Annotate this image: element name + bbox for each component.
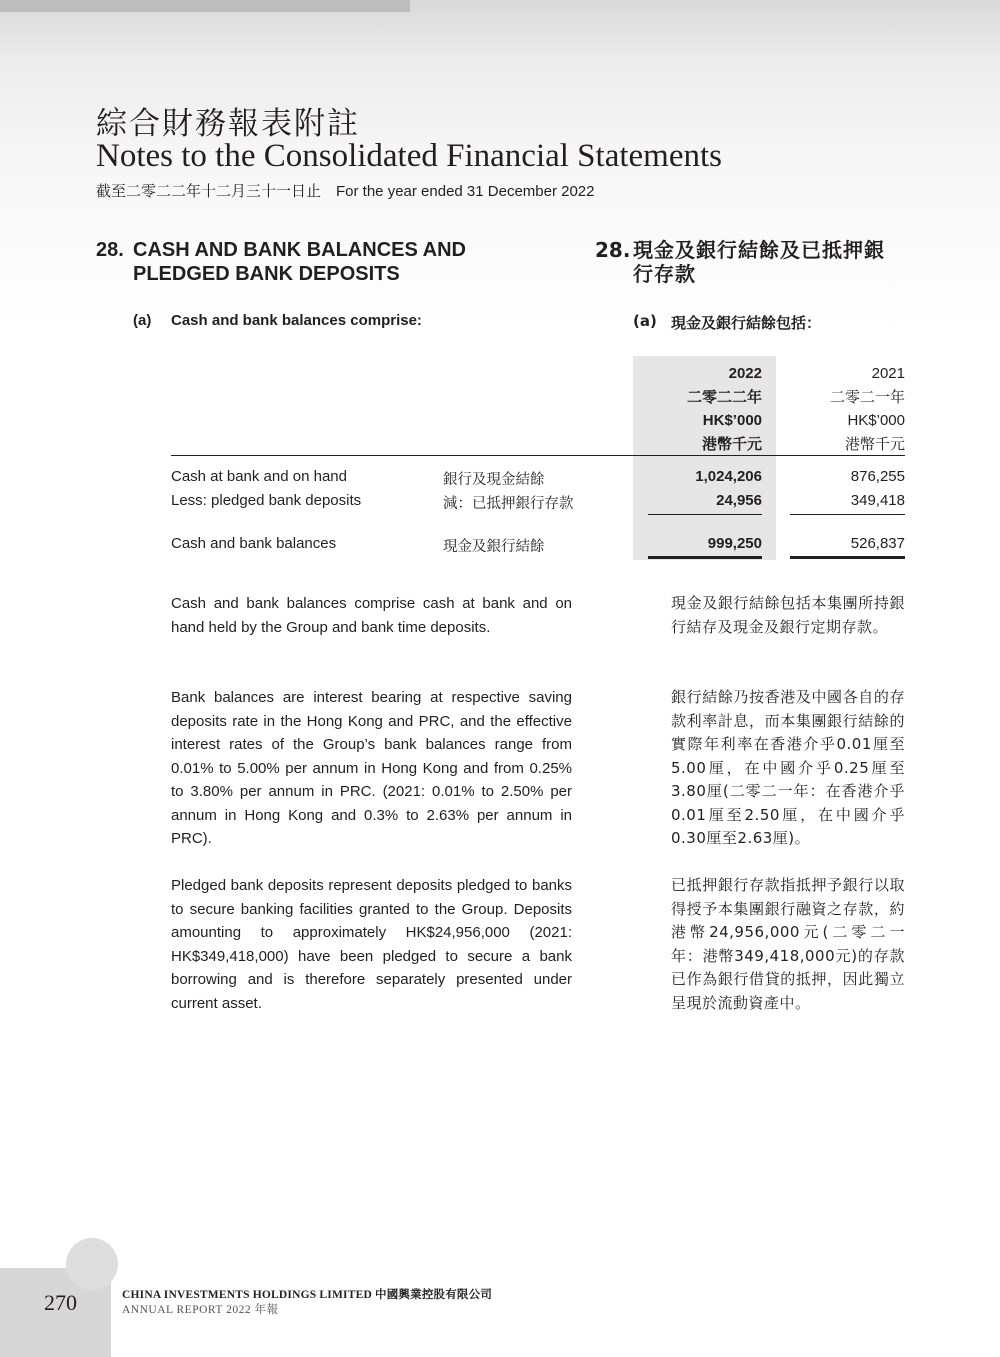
total-rule-2022 [648,556,762,559]
column-year-zh: 二零二一年 [829,388,905,406]
subsection-label: (a) [133,312,152,329]
paragraph-1-en: Cash and bank balances comprise cash at bank and on hand held by the Group and bank time deposits. [171,595,572,636]
paragraph-2-en: Bank balances are interest bearing at respective saving deposits rate in the Hong Kong and PRC, and the effective interest rates of the Group’s bank balances range from 0.01% to 5.00% per annum in Hong Kong and from 0.25% to 3.80% per annum in PRC. (2021: 0.01% to 2.50% per annum in Hong Kong and 0.3% to 2.63% per annum in PRC). [171,689,572,847]
column-unit: HK$’000 [847,412,905,429]
section-title-zh: 現金及銀行結餘及已抵押銀行存款 [633,238,885,286]
subsection-title-en: Cash and bank balances comprise: [171,312,422,329]
footer-company: CHINA INVESTMENTS HOLDINGS LIMITED 中國興業控股有限公司 [122,1289,493,1301]
page-subtitle: 截至二零二二年十二月三十一日止 For the year ended 31 December 2022 [96,183,595,200]
column-header-2021 [776,362,905,456]
row-value-2021: 876,255 [850,468,905,485]
subsection-label-zh: (a) [633,312,657,330]
row-label-en: Less: pledged bank deposits [171,492,362,509]
row-label-en: Cash at bank and on hand [171,468,347,485]
paragraph-3-en: Pledged bank deposits represent deposits pledged to banks to secure banking facilities granted to the Group. Deposits amounting to approximately HK$24,956,000 (2021: HK$349,418,000) have been pledged to secure a bank borrowing and is therefore separately presented under current asset. [171,877,572,1012]
column-unit-zh: 港幣千元 [844,435,905,453]
section-number-zh: 28. [595,238,631,262]
column-unit: HK$’000 [702,412,762,429]
row-label-zh: 銀行及現金結餘 [443,472,545,488]
page-title-en: Notes to the Consolidated Financial Statements [96,138,722,174]
column-header-2022 [633,362,762,456]
column-unit-zh: 港幣千元 [701,435,762,453]
column-year-zh: 二零二二年 [686,388,762,406]
row-value-2022: 24,956 [716,492,762,509]
row-value-2022: 999,250 [707,535,762,552]
subtotal-rule-2022 [648,514,762,515]
row-value-2021: 526,837 [850,535,905,552]
row-label-zh: 現金及銀行結餘 [443,539,545,555]
subtotal-rule-2021 [790,514,905,515]
page-title-zh: 綜合財務報表附註 [96,106,360,142]
subsection-title-zh: 現金及銀行結餘包括： [671,314,822,332]
footer-decorative-circle [66,1238,118,1290]
section-number: 28. [96,239,124,261]
footer-report: ANNUAL REPORT 2022 年報 [122,1304,279,1316]
page-number: 270 [44,1290,77,1315]
row-value-2022: 1,024,206 [695,468,762,485]
row-label-en: Cash and bank balances [171,535,337,552]
table-header-rule [171,455,905,456]
paragraph-1-zh: 現金及銀行結餘包括本集團所持銀行結存及現金及銀行定期存款。 [671,594,905,636]
paragraph-2-zh: 銀行結餘乃按香港及中國各自的存款利率計息，而本集團銀行結餘的實際年利率在香港介乎0.01厘至5.00厘，在中國介乎0.25厘至3.80厘(二零二一年：在香港介乎0.01厘至2.50厘，在中國介乎0.30厘至2.63厘)。 [671,688,905,847]
header-strip [0,0,410,12]
row-label-zh: 減：已抵押銀行存款 [443,496,574,512]
column-year: 2021 [871,365,905,382]
paragraph-3-zh: 已抵押銀行存款指抵押予銀行以取得授予本集團銀行融資之存款，約港幣24,956,000元(二零二一年：港幣349,418,000元)的存款已作為銀行借貸的抵押，因此獨立呈現於流動資產中。 [671,876,905,1012]
section-title-en: CASH AND BANK BALANCES AND PLEDGED BANK DEPOSITS [133,239,466,285]
column-year: 2022 [728,365,762,382]
total-rule-2021 [790,556,905,559]
row-value-2021: 349,418 [850,492,905,509]
